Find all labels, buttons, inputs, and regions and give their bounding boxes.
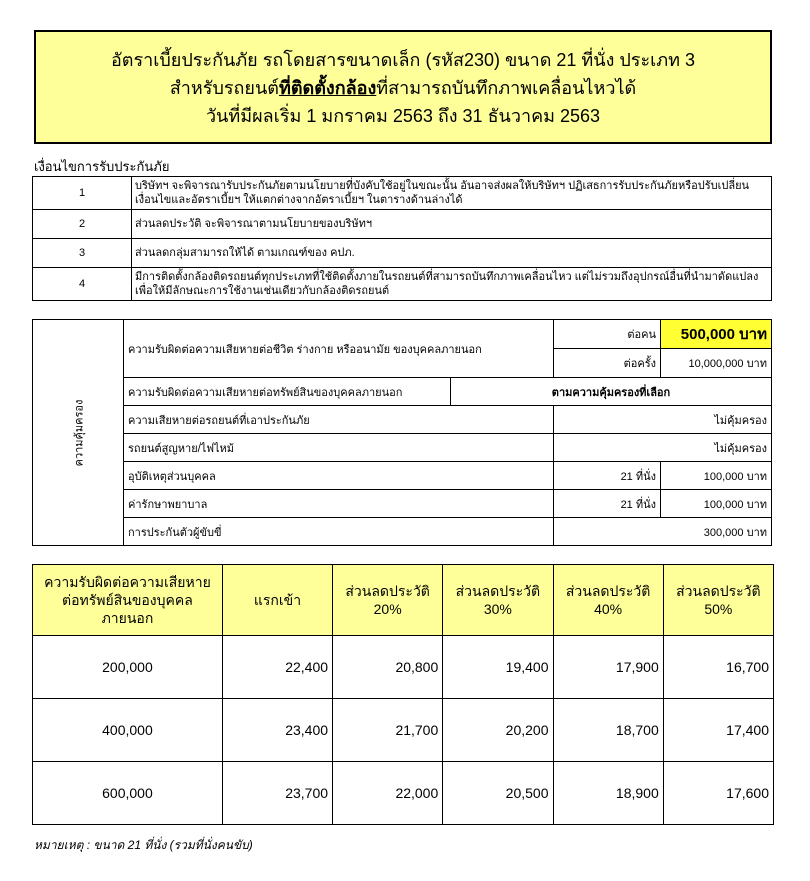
premium-cell: 17,400 [663,699,773,762]
bail-label: การประกันตัวผู้ขับขี่ [124,518,554,546]
accident-seats: 21 ที่นั่ง [554,462,661,490]
coverage-row-life-1 [33,320,772,349]
theft-label: รถยนต์สูญหาย/ไฟไหม้ [124,434,554,462]
bail-value: 300,000 บาท [554,518,772,546]
coverage-row-own-damage [33,406,772,434]
coverage-table [32,319,772,546]
premium-cell: 20,800 [333,636,443,699]
per-person-value: 500,000 บาท [661,320,772,349]
premium-header-cell: ความรับผิดต่อความเสียหายต่อทรัพย์สินของบุคคลภายนอก [33,565,223,636]
header-line1: อัตราเบี้ยประกันภัย รถโดยสารขนาดเล็ก (รหัส230) ขนาด 21 ที่นั่ง ประเภท 3 [110,50,696,70]
premium-header-row [33,565,774,636]
premium-header-cell: ส่วนลดประวัติ 40% [553,565,663,636]
condition-row [33,268,772,301]
premium-cell: 21,700 [333,699,443,762]
condition-row [33,239,772,268]
condition-number: 1 [33,177,132,210]
premium-row [33,762,774,825]
conditions-table [32,176,772,301]
premium-row [33,636,774,699]
coverage-side-label [33,320,124,546]
theft-value: ไม่คุ้มครอง [554,434,772,462]
premium-cell: 20,500 [443,762,553,825]
premium-cell: 18,900 [553,762,663,825]
premium-cell: 17,900 [553,636,663,699]
header-box [34,30,772,144]
header-line3: วันที่มีผลเริ่ม 1 มกราคม 2563 ถึง 31 ธันวาคม 2563 [205,106,601,126]
header-line2-prefix: สำหรับรถยนต์ [169,78,279,98]
premium-cell: 19,400 [443,636,553,699]
own-damage-value: ไม่คุ้มครอง [554,406,772,434]
life-label: ความรับผิดต่อความเสียหายต่อชีวิต ร่างกาย หรืออนามัย ของบุคคลภายนอก [124,320,554,378]
premium-header-cell: ส่วนลดประวัติ 50% [663,565,773,636]
premium-cell: 20,200 [443,699,553,762]
property-label: ความรับผิดต่อความเสียหายต่อทรัพย์สินของบุคคลภายนอก [124,378,451,406]
medical-label: ค่ารักษาพยาบาล [124,490,554,518]
condition-text: มีการติดตั้งกล้องติดรถยนต์ทุกประเภทที่ใช้ติดตั้งภายในรถยนต์ที่สามารถบันทึกภาพเคลื่อนไหว แต่ไม่รวมถึงอุปกรณ์อื่นที่นำมาดัดแปลงเพื่อให้มีลักษณะการใช้งานเช่นเดียวกับกล้องติดรถยนต์ [132,268,772,301]
accident-label: อุบัติเหตุส่วนบุคคล [124,462,554,490]
premium-table [32,564,774,825]
conditions-title: เงื่อนไขการรับประกันภัย [34,159,170,174]
condition-row [33,210,772,239]
header-line2 [36,74,770,102]
property-value: ตามความคุ้มครองที่เลือก [451,378,772,406]
own-damage-label: ความเสียหายต่อรถยนต์ที่เอาประกันภัย [124,406,554,434]
premium-cell: 22,000 [333,762,443,825]
premium-cell: 23,700 [222,762,332,825]
premium-cell: 22,400 [222,636,332,699]
coverage-side-text: ความคุ้มครอง [72,399,85,466]
coverage-row-property [33,378,772,406]
coverage-row-bail [33,518,772,546]
condition-text: ส่วนลดกลุ่มสามารถให้ได้ ตามเกณฑ์ของ คปภ. [132,239,772,268]
condition-number: 3 [33,239,132,268]
footnote: หมายเหตุ : ขนาด 21 ที่นั่ง (รวมที่นั่งคนขับ) [34,838,253,852]
coverage-row-accident [33,462,772,490]
premium-cell: 17,600 [663,762,773,825]
premium-cell: 23,400 [222,699,332,762]
premium-cell: 18,700 [553,699,663,762]
condition-number: 4 [33,268,132,301]
coverage-row-theft [33,434,772,462]
condition-row [33,177,772,210]
per-time-value: 10,000,000 บาท [661,349,772,378]
premium-cell: 400,000 [33,699,223,762]
premium-cell: 16,700 [663,636,773,699]
header-line2-highlight: ที่ติดตั้งกล้อง [278,78,377,98]
premium-header-cell: แรกเข้า [222,565,332,636]
coverage-row-medical [33,490,772,518]
premium-cell: 600,000 [33,762,223,825]
premium-cell: 200,000 [33,636,223,699]
accident-value: 100,000 บาท [661,462,772,490]
condition-number: 2 [33,210,132,239]
premium-row [33,699,774,762]
medical-value: 100,000 บาท [661,490,772,518]
condition-text: ส่วนลดประวัติ จะพิจารณาตามนโยบายของบริษัทฯ [132,210,772,239]
header-line2-suffix: ที่สามารถบันทึกภาพเคลื่อนไหวได้ [376,78,637,98]
condition-text: บริษัทฯ จะพิจารณารับประกันภัยตามนโยบายที่บังคับใช้อยู่ในขณะนั้น อันอาจส่งผลให้บริษัทฯ ปฏิเสธการรับประกันภัยหรือปรับเปลี่ยนเงื่อนไขและอัตราเบี้ยฯ ให้แตกต่างจากอัตราเบี้ยฯ ในตารางด้านล่างได้ [132,177,772,210]
premium-header-cell: ส่วนลดประวัติ 20% [333,565,443,636]
per-person-label: ต่อคน [554,320,661,349]
per-time-label: ต่อครั้ง [554,349,661,378]
medical-seats: 21 ที่นั่ง [554,490,661,518]
premium-header-cell: ส่วนลดประวัติ 30% [443,565,553,636]
